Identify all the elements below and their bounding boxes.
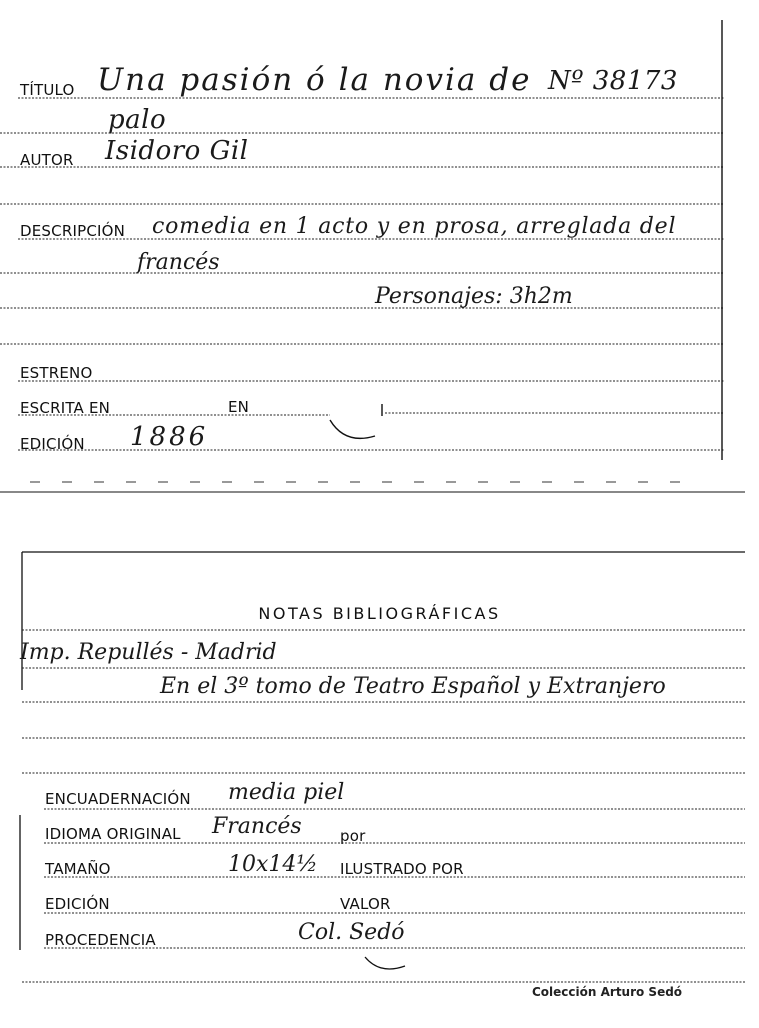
idioma-original-label: IDIOMA ORIGINAL — [45, 825, 181, 843]
edicion-bottom-label: EDICIÓN — [45, 895, 110, 913]
estreno-label: ESTRENO — [20, 364, 93, 382]
encuadernacion-value: media piel — [228, 780, 345, 805]
en-label: EN — [228, 398, 250, 416]
tamano-value: 10x14½ — [228, 852, 318, 877]
registry-number: Nº 38173 — [548, 66, 678, 96]
edicion-value: 1886 — [130, 422, 209, 452]
procedencia-value: Col. Sedó — [298, 920, 405, 945]
por-label: por — [340, 827, 366, 845]
notes-line-1: Imp. Repullés - Madrid — [20, 640, 277, 665]
descripcion-label: DESCRIPCIÓN — [20, 222, 126, 240]
edicion-label: EDICIÓN — [20, 435, 85, 453]
titulo-label: TÍTULO — [20, 81, 75, 99]
idioma-original-value: Francés — [212, 814, 302, 839]
notes-line-2: En el 3º tomo de Teatro Español y Extranjero — [160, 674, 666, 699]
personajes-note: Personajes: 3h2m — [375, 284, 573, 309]
ilustrado-por-label: ILUSTRADO POR — [340, 860, 464, 878]
procedencia-label: PROCEDENCIA — [45, 931, 156, 949]
collection-credit: Colección Arturo Sedó — [532, 985, 683, 999]
valor-label: VALOR — [340, 895, 391, 913]
titulo-value: Una pasión ó la novia de — [97, 62, 532, 98]
descripcion-value: comedia en 1 acto y en prosa, arreglada del — [152, 214, 677, 239]
encuadernacion-label: ENCUADERNACIÓN — [45, 790, 191, 808]
autor-label: AUTOR — [20, 151, 74, 169]
escrita-en-label: ESCRITA EN — [20, 399, 111, 417]
notas-bibliograficas-heading: NOTAS BIBLIOGRÁFICAS — [258, 604, 501, 623]
autor-value: Isidoro Gil — [105, 136, 249, 166]
descripcion-value-continued: francés — [137, 250, 220, 275]
titulo-value-continued: palo — [108, 105, 167, 135]
tamano-label: TAMAÑO — [45, 860, 111, 878]
